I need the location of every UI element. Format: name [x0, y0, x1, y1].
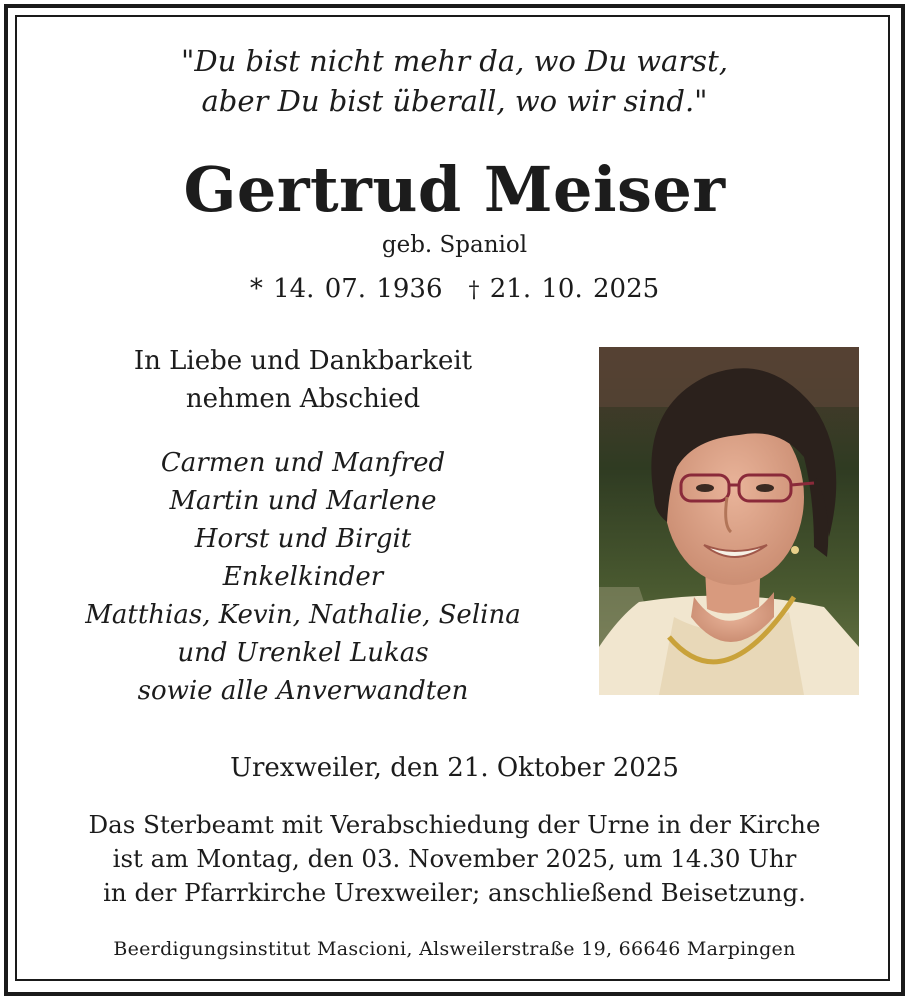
undertaker-info: Beerdigungsinstitut Mascioni, Alsweilerstraße 19, 66646 Marpingen — [113, 938, 796, 960]
mourner-line: und Urenkel Lukas — [177, 638, 429, 668]
service-line-1: Das Sterbeamt mit Verabschiedung der Urne in der Kirche — [88, 810, 821, 839]
mourner-line: Enkelkinder — [222, 562, 384, 592]
service-line-3: in der Pfarrkirche Urexweiler; anschließend Beisetzung. — [103, 878, 806, 907]
mourners-list — [42, 444, 564, 710]
deceased-name: Gertrud Meiser — [183, 153, 726, 226]
mourner-line: Martin und Marlene — [169, 486, 437, 516]
portrait-photo — [599, 347, 859, 695]
mourner-line: sowie alle Anverwandten — [137, 676, 469, 706]
mourner-line: Matthias, Kevin, Nathalie, Selina — [85, 600, 521, 630]
mourner-line: Carmen und Manfred — [160, 448, 446, 478]
farewell-line-1: In Liebe und Dankbarkeit — [133, 346, 473, 376]
life-dates — [0, 274, 909, 304]
funeral-service-info — [0, 808, 909, 910]
place-and-date: Urexweiler, den 21. Oktober 2025 — [230, 753, 679, 783]
death-date: 21. 10. 2025 — [489, 274, 660, 304]
farewell-text — [42, 342, 564, 418]
service-line-2: ist am Montag, den 03. November 2025, um 14.30 Uhr — [112, 844, 797, 873]
maiden-name: geb. Spaniol — [381, 232, 528, 258]
mourner-line: Horst und Birgit — [194, 524, 412, 554]
birth-date: * 14. 07. 1936 — [249, 274, 443, 304]
quote-line-1: "Du bist nicht mehr da, wo Du warst, — [181, 44, 728, 78]
memorial-quote — [0, 41, 909, 121]
cross-icon: † — [468, 278, 480, 303]
quote-line-2: aber Du bist überall, wo wir sind." — [201, 84, 708, 118]
farewell-line-2: nehmen Abschied — [185, 384, 421, 414]
